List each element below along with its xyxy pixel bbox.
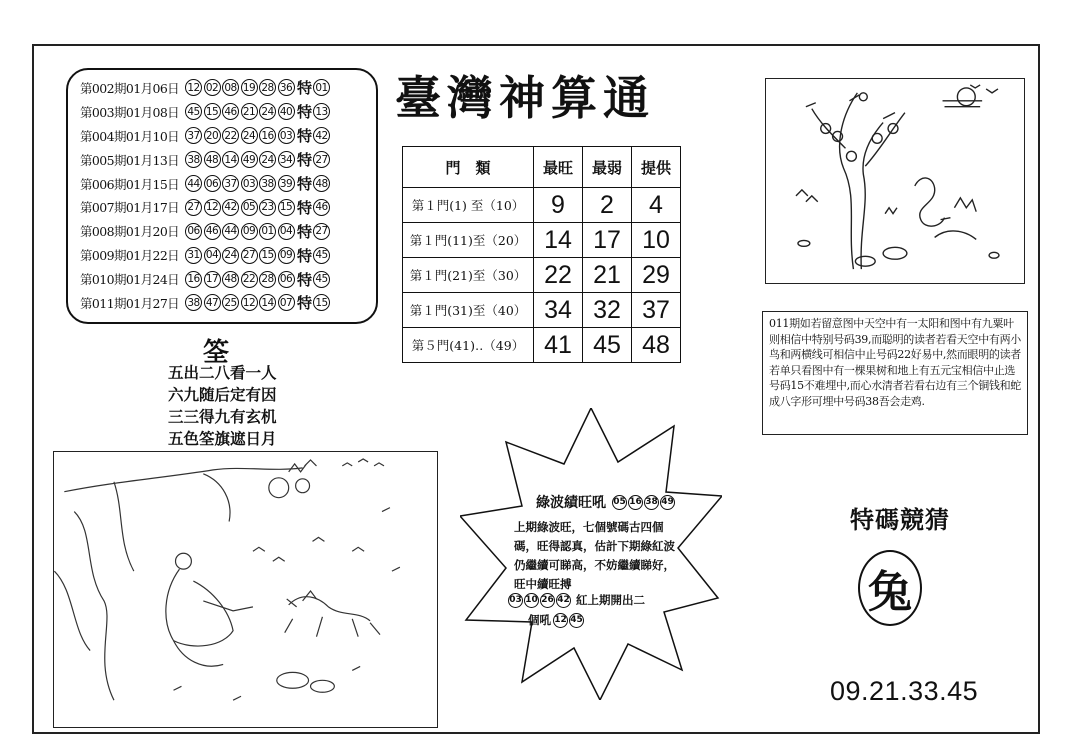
draw-history-panel — [66, 68, 378, 324]
number-ball: 06 — [204, 175, 221, 192]
number-ball: 20 — [204, 127, 221, 144]
number-ball: 22 — [222, 127, 239, 144]
number-ball: 49 — [241, 151, 258, 168]
number-ball: 06 — [185, 223, 202, 240]
number-ball: 24 — [259, 151, 276, 168]
star-line2-text: 紅上期開出二 — [576, 593, 645, 607]
number-ball: 26 — [540, 593, 555, 608]
number-ball: 37 — [222, 175, 239, 192]
offered-cell: 10 — [632, 223, 681, 258]
header-coldest: 最弱 — [583, 147, 632, 188]
poem-title: 筌 — [203, 338, 230, 368]
number-ball: 47 — [204, 294, 221, 311]
poem-line: 五出二八看一人 — [168, 363, 277, 382]
door-statistics-table — [402, 146, 681, 363]
number-ball: 37 — [185, 127, 202, 144]
history-row — [80, 172, 368, 196]
star-line3-prefix: 個吼 — [528, 613, 551, 627]
history-date-label: 第005期01月13日 — [80, 152, 180, 168]
number-ball: 07 — [278, 294, 295, 311]
special-tag: 特 — [297, 198, 313, 217]
number-ball: 24 — [259, 103, 276, 120]
number-ball: 24 — [241, 127, 258, 144]
number-ball: 44 — [222, 223, 239, 240]
star-line3-balls — [553, 613, 585, 628]
star-line2-balls — [508, 593, 572, 608]
starburst-box — [460, 408, 722, 700]
special-number-ball: 42 — [313, 127, 330, 144]
number-ball: 45 — [185, 103, 202, 120]
star-heading-balls — [612, 495, 676, 510]
tree-snake-drawing — [766, 79, 1024, 283]
history-row — [80, 124, 368, 148]
number-ball: 04 — [278, 223, 295, 240]
number-ball: 15 — [259, 247, 276, 264]
number-ball: 09 — [278, 247, 295, 264]
number-ball: 14 — [222, 151, 239, 168]
history-row — [80, 219, 368, 243]
special-number-ball: 48 — [313, 175, 330, 192]
number-ball: 42 — [556, 593, 571, 608]
special-tag: 特 — [297, 79, 313, 98]
coldest-cell: 2 — [583, 188, 632, 223]
coldest-cell: 45 — [583, 328, 632, 363]
number-ball: 21 — [241, 103, 258, 120]
hottest-cell: 14 — [534, 223, 583, 258]
number-ball: 08 — [222, 79, 239, 96]
history-row — [80, 195, 368, 219]
number-ball: 03 — [508, 593, 523, 608]
number-ball: 49 — [660, 495, 675, 510]
hottest-cell: 9 — [534, 188, 583, 223]
number-ball: 40 — [278, 103, 295, 120]
history-row — [80, 291, 368, 315]
special-tag: 特 — [297, 294, 313, 313]
star-heading — [536, 492, 676, 512]
special-guess-title: 特碼競猜 — [850, 505, 950, 534]
number-ball: 38 — [259, 175, 276, 192]
number-ball: 12 — [241, 294, 258, 311]
number-ball: 23 — [259, 199, 276, 216]
table-row — [403, 188, 681, 223]
number-ball: 16 — [185, 271, 202, 288]
number-ball: 14 — [259, 294, 276, 311]
number-ball: 15 — [204, 103, 221, 120]
star-heading-text: 綠波績旺吼 — [536, 495, 606, 511]
history-row — [80, 100, 368, 124]
header-door-type: 門 類 — [403, 147, 534, 188]
number-ball: 38 — [185, 151, 202, 168]
hottest-cell: 34 — [534, 293, 583, 328]
number-ball: 03 — [241, 175, 258, 192]
table-row — [403, 328, 681, 363]
door-range-cell: 第５門(41)‥（49） — [403, 328, 534, 363]
offered-cell: 4 — [632, 188, 681, 223]
history-row — [80, 148, 368, 172]
number-ball: 04 — [204, 247, 221, 264]
star-body-text: 上期綠波旺，七個號碼古四個碼，旺得認真，估計下期綠紅波仍繼續可睇高，不妨繼續睇好，旺中續旺搏 — [514, 520, 675, 591]
number-ball: 46 — [204, 223, 221, 240]
poem — [168, 362, 277, 450]
number-ball: 27 — [241, 247, 258, 264]
number-ball: 01 — [259, 223, 276, 240]
special-number-ball: 13 — [313, 103, 330, 120]
number-ball: 25 — [222, 294, 239, 311]
number-ball: 28 — [259, 79, 276, 96]
number-ball: 24 — [222, 247, 239, 264]
number-ball: 22 — [241, 271, 258, 288]
offered-cell: 48 — [632, 328, 681, 363]
star-line-3 — [528, 612, 585, 628]
table-row — [403, 258, 681, 293]
number-ball: 09 — [241, 223, 258, 240]
poem-line: 六九随后定有因 — [168, 385, 277, 404]
special-number-ball: 27 — [313, 151, 330, 168]
number-ball: 05 — [612, 495, 627, 510]
number-ball: 44 — [185, 175, 202, 192]
coldest-cell: 17 — [583, 223, 632, 258]
number-ball: 38 — [185, 294, 202, 311]
poem-line: 三三得九有玄机 — [168, 407, 277, 426]
poem-line: 五色筌旗遮日月 — [168, 429, 277, 448]
door-range-cell: 第１門(1) 至（10） — [403, 188, 534, 223]
number-ball: 12 — [185, 79, 202, 96]
number-ball: 31 — [185, 247, 202, 264]
door-range-cell: 第１門(11)至（20） — [403, 223, 534, 258]
offered-cell: 37 — [632, 293, 681, 328]
history-date-label: 第004期01月10日 — [80, 128, 180, 144]
header-offered: 提供 — [632, 147, 681, 188]
scholar-dog-illustration — [53, 451, 438, 728]
number-ball: 16 — [259, 127, 276, 144]
coldest-cell: 21 — [583, 258, 632, 293]
special-tag: 特 — [297, 127, 313, 146]
number-ball: 16 — [628, 495, 643, 510]
number-ball: 36 — [278, 79, 295, 96]
number-ball: 39 — [278, 175, 295, 192]
offered-cell: 29 — [632, 258, 681, 293]
special-tag: 特 — [297, 151, 313, 170]
number-ball: 05 — [241, 199, 258, 216]
header-hottest: 最旺 — [534, 147, 583, 188]
hottest-cell: 41 — [534, 328, 583, 363]
number-ball: 27 — [185, 199, 202, 216]
special-number-ball: 45 — [313, 271, 330, 288]
number-ball: 12 — [204, 199, 221, 216]
special-tag: 特 — [297, 246, 313, 265]
number-ball: 12 — [553, 613, 568, 628]
tree-snake-illustration — [765, 78, 1025, 284]
history-date-label: 第003期01月08日 — [80, 104, 180, 120]
special-number-ball: 45 — [313, 247, 330, 264]
history-date-label: 第010期01月24日 — [80, 272, 180, 288]
number-ball: 48 — [222, 271, 239, 288]
special-tag: 特 — [297, 270, 313, 289]
number-ball: 06 — [278, 271, 295, 288]
history-date-label: 第007期01月17日 — [80, 200, 180, 216]
special-tag: 特 — [297, 222, 313, 241]
coldest-cell: 32 — [583, 293, 632, 328]
number-ball: 02 — [204, 79, 221, 96]
special-number-ball: 01 — [313, 79, 330, 96]
star-line-2 — [508, 592, 645, 608]
history-row — [80, 267, 368, 291]
special-tag: 特 — [297, 103, 313, 122]
hottest-cell: 22 — [534, 258, 583, 293]
guess-numbers: 09.21.33.45 — [830, 676, 979, 706]
number-ball: 34 — [278, 151, 295, 168]
special-tag: 特 — [297, 175, 313, 193]
history-date-label: 第009期01月22日 — [80, 248, 180, 264]
number-ball: 46 — [222, 103, 239, 120]
number-ball: 28 — [259, 271, 276, 288]
zodiac-character: 兔 — [868, 567, 912, 618]
number-ball: 19 — [241, 79, 258, 96]
number-ball: 15 — [278, 199, 295, 216]
table-row — [403, 293, 681, 328]
number-ball: 45 — [569, 613, 584, 628]
history-row — [80, 76, 368, 100]
number-ball: 03 — [278, 127, 295, 144]
history-date-label: 第011期01月27日 — [80, 295, 180, 311]
page-title: 臺灣神算通 — [395, 71, 655, 125]
door-range-cell: 第１門(21)至（30） — [403, 258, 534, 293]
special-number-ball: 27 — [313, 223, 330, 240]
history-date-label: 第008期01月20日 — [80, 224, 180, 240]
number-ball: 38 — [644, 495, 659, 510]
table-header-row — [403, 147, 681, 188]
history-date-label: 第002期01月06日 — [80, 80, 180, 96]
hint-text-box: 011期如若留意图中天空中有一太阳和图中有九粟叶则相信中特别号码39,而聪明的读者若看天空中有两小鸟和两横线可相信中止号码22好易中,然而眼明的读者若单只看图中有一棵果树和地上有五元宝相信中止选号码15不难埋中,而心水清者若看右边有三个铜钱和蛇成八字形可埋中号码38吾会走鸡. — [762, 311, 1028, 435]
zodiac-badge — [858, 550, 922, 626]
number-ball: 42 — [222, 199, 239, 216]
table-row — [403, 223, 681, 258]
scholar-dog-drawing — [54, 452, 437, 727]
special-number-ball: 15 — [313, 294, 330, 311]
door-range-cell: 第１門(31)至（40） — [403, 293, 534, 328]
number-ball: 10 — [524, 593, 539, 608]
history-date-label: 第006期01月15日 — [80, 176, 180, 192]
number-ball: 48 — [204, 151, 221, 168]
number-ball: 17 — [204, 271, 221, 288]
history-row — [80, 243, 368, 267]
special-number-ball: 46 — [313, 199, 330, 216]
